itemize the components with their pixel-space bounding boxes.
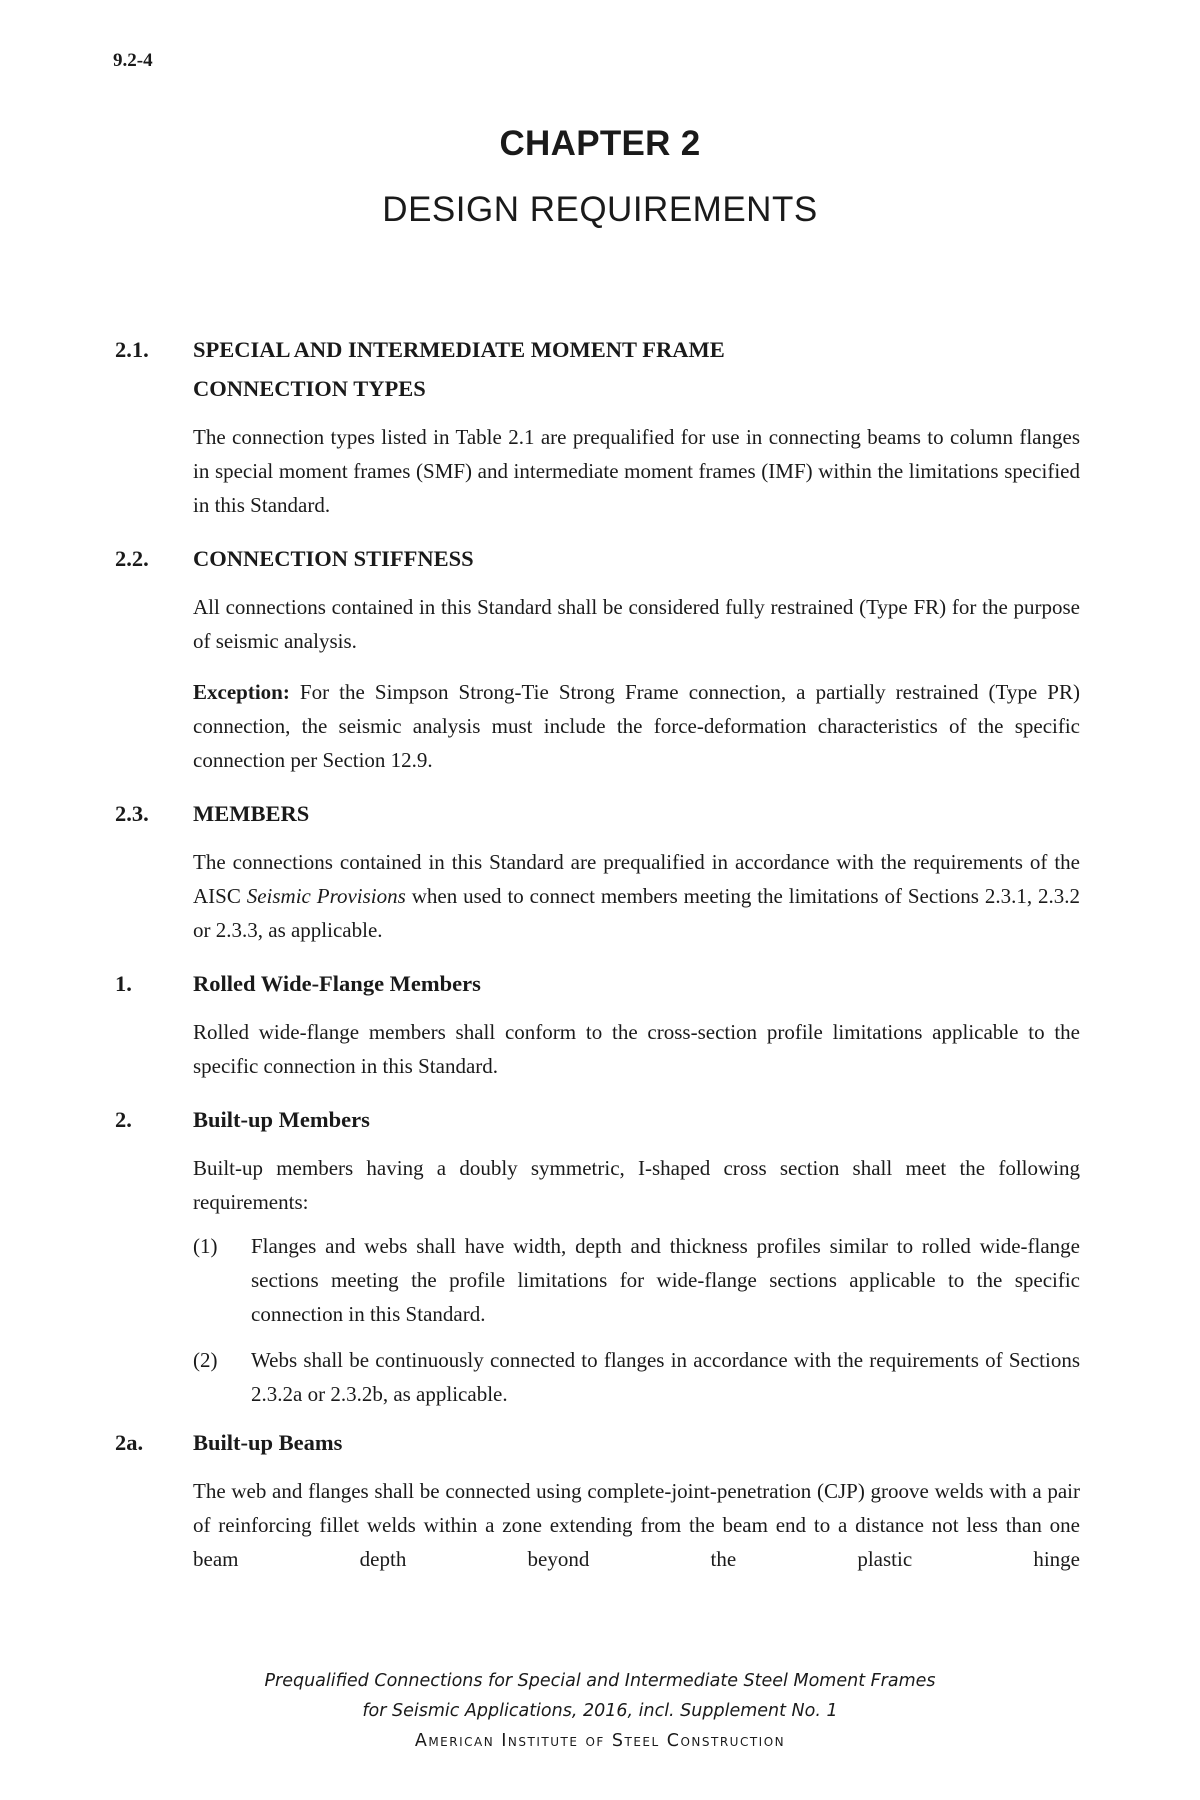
chapter-title: CHAPTER 2 <box>499 124 701 163</box>
exception-text: For the Simpson Strong-Tie Strong Frame connection, a partially restrained (Type PR) connection, the seismic analysis must include the force-deformation characteristics of the specific connection per Section 12.9. <box>193 680 1080 772</box>
subsection-number: 1. <box>115 971 132 996</box>
exception-paragraph <box>193 675 1080 777</box>
section-paragraph: The connection types listed in Table 2.1 are prequalified for use in connecting beams to column flanges in special moment frames (SMF) and intermediate moment frames (IMF) within the limitations specified in this Standard. <box>193 425 1080 517</box>
section-heading-2-2 <box>115 539 1080 578</box>
paragraph-text: The connections contained in this Standard are prequalified in accordance with the requirements of the AISC <box>193 850 1080 908</box>
section-paragraph: Rolled wide-flange members shall conform to the cross-section profile limitations applicable to the specific connection in this Standard. <box>193 1020 1080 1078</box>
list-item-text: Flanges and webs shall have width, depth and thickness profiles similar to rolled wide-flange sections meeting the profile limitations for wide-flange sections applicable to the specific connection in this Standard. <box>251 1234 1080 1326</box>
list-item <box>193 1229 1080 1331</box>
section-number: 2.1. <box>115 337 149 362</box>
subsection-heading-2a <box>115 1423 1080 1462</box>
footer-publication-line1: Prequalified Connections for Special and Intermediate Steel Moment Frames <box>264 1671 936 1691</box>
list-item <box>193 1343 1080 1411</box>
section-number: 2.2. <box>115 546 149 571</box>
section-title-line1: SPECIAL AND INTERMEDIATE MOMENT FRAME <box>193 337 725 362</box>
section-paragraph: All connections contained in this Standard shall be considered fully restrained (Type FR) for the purpose of seismic analysis. <box>193 595 1080 653</box>
subsection-heading-2 <box>115 1100 1080 1139</box>
page-number: 9.2-4 <box>113 50 153 71</box>
subsection-number: 2. <box>115 1107 132 1132</box>
section-title: MEMBERS <box>193 801 310 826</box>
page-footer <box>0 1666 1200 1756</box>
section-heading-2-3 <box>115 794 1080 833</box>
section-title: CONNECTION STIFFNESS <box>193 546 474 571</box>
subsection-title: Built-up Beams <box>193 1430 343 1455</box>
subsection-number: 2a. <box>115 1430 144 1455</box>
body-content <box>115 330 1080 1593</box>
list-item-text: Webs shall be continuously connected to flanges in accordance with the requirements of Sections 2.3.2a or 2.3.2b, as applicable. <box>251 1348 1080 1406</box>
subsection-heading-1 <box>115 964 1080 1003</box>
section-title-line2: CONNECTION TYPES <box>193 376 426 401</box>
paragraph-text: when used to connect members meeting the limitations of Sections 2.3.1, 2.3.2 or 2.3.3, as applicable. <box>193 884 1080 942</box>
footer-organization: American Institute of Steel Construction <box>414 1731 786 1751</box>
subsection-title: Built-up Members <box>193 1107 370 1132</box>
publication-title: Seismic Provisions <box>246 884 406 908</box>
section-heading-2-1 <box>115 330 1080 408</box>
chapter-subtitle: DESIGN REQUIREMENTS <box>382 190 818 229</box>
footer-publication-line2: for Seismic Applications, 2016, incl. Supplement No. 1 <box>362 1701 838 1721</box>
exception-label: Exception: <box>193 680 290 704</box>
section-paragraph: Built-up members having a doubly symmetric, I-shaped cross section shall meet the following requirements: <box>193 1156 1080 1214</box>
section-paragraph: The web and flanges shall be connected using complete-joint-penetration (CJP) groove welds with a pair of reinforcing fillet welds within a zone extending from the beam end to a distance not less than one beam depth beyond the plastic hinge <box>193 1479 1080 1571</box>
section-paragraph <box>193 845 1080 947</box>
section-number: 2.3. <box>115 801 149 826</box>
list-marker: (1) <box>193 1234 218 1258</box>
subsection-title: Rolled Wide-Flange Members <box>193 971 481 996</box>
list-marker: (2) <box>193 1348 218 1372</box>
